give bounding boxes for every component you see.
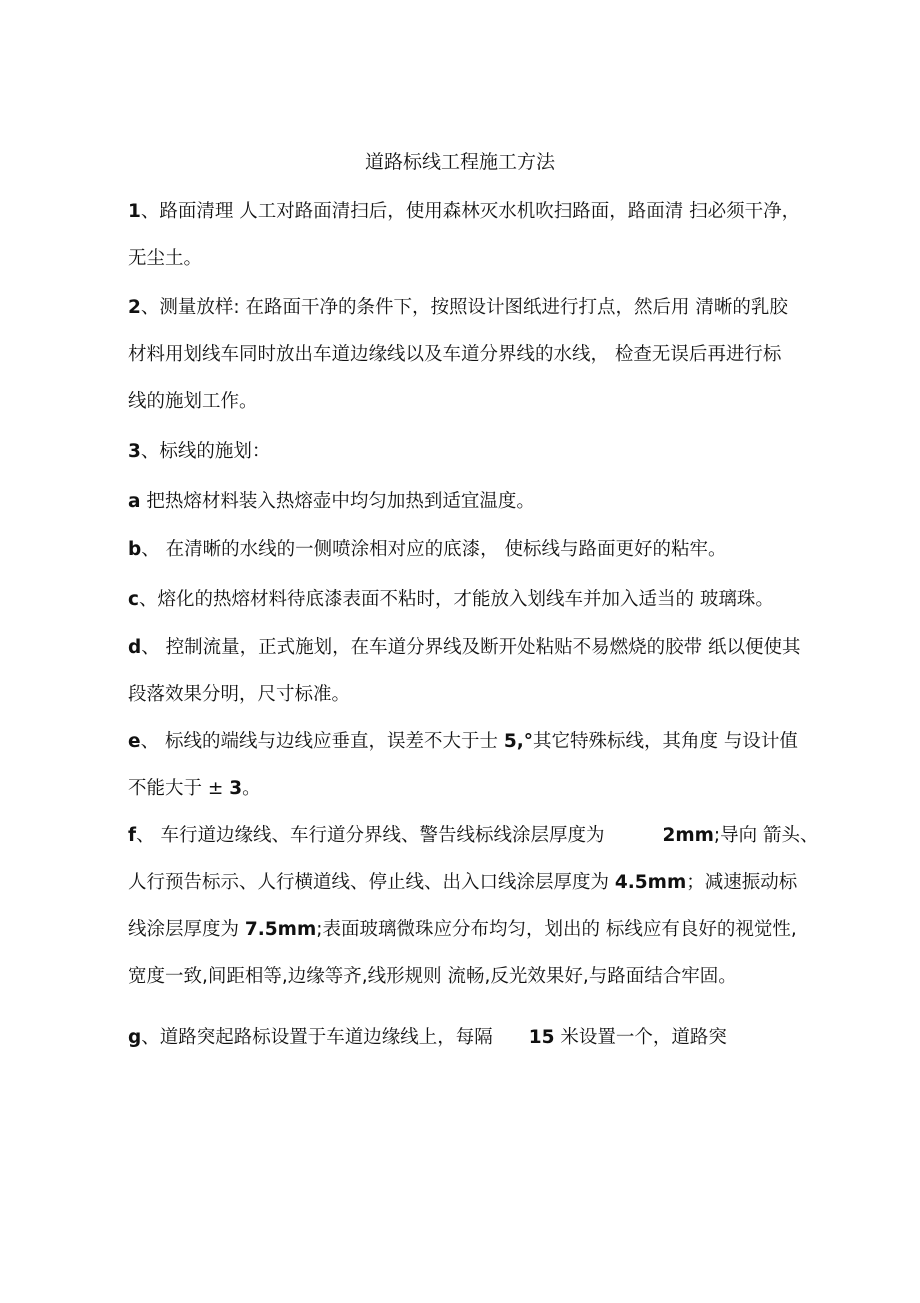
paragraph-3-text: 、标线的施划： [140,441,271,462]
item-d-line-2: 段落效果分明，尺寸标准。 [128,684,351,705]
document-title: 道路标线工程施工方法 [364,151,555,173]
item-d [128,624,818,718]
item-c-text: 、熔化的热熔材料待底漆表面不粘时，才能放入划线车并加入适当的 玻璃珠。 [138,589,774,610]
item-f-text-4: ；减速振动标 [686,872,798,893]
item-a [128,478,818,525]
item-e-text-3: 不能大于 ± [128,778,230,799]
item-d-text: 、 控制流量，正式施划，在车道分界线及断开处粘贴不易燃烧的胶带 纸以便使其 [141,637,801,658]
item-a-letter: a [128,491,141,512]
item-e [128,718,818,812]
item-b-line-1 [128,526,818,573]
item-e-value-1: 5,° [503,731,533,752]
paragraph-1-number: 1 [128,201,141,222]
item-e-value-2: 3 [229,778,243,799]
item-c-letter: c [128,589,139,610]
item-f-value-3: 7.5mm [244,919,317,940]
item-g [128,1014,818,1061]
item-f-value-1: 2mm [662,825,714,846]
item-f-line-3 [128,906,818,953]
paragraph-3-line-1 [128,428,818,475]
item-d-line-1 [128,624,818,671]
item-f [128,812,818,1000]
item-f-text-1: 、 车行道边缘线、车行道分界线、警告线标线涂层厚度为 [136,825,605,846]
item-a-text: 把热熔材料装入热熔壶中均匀加热到适宜温度。 [140,491,535,512]
item-g-value-1: 15 [528,1027,555,1048]
paragraph-2-line-3: 线的施划工作。 [128,391,258,412]
item-f-letter: f [128,825,137,846]
item-g-line-1 [128,1014,818,1061]
item-f-text-6: ;表面玻璃微珠应分布均匀，划出的 标线应有良好的视觉性, [316,919,797,940]
item-g-text-1: 、道路突起路标设置于车道边缘线上，每隔 [141,1027,493,1048]
item-d-letter: d [128,637,142,658]
item-e-line-1 [128,718,818,765]
item-f-value-2: 4.5mm [614,872,687,893]
paragraph-1 [128,188,818,282]
paragraph-3-number: 3 [128,441,141,462]
item-f-text-2: ;导向 箭头、 [713,825,819,846]
paragraph-3 [128,428,818,475]
item-b-text: 、 在清晰的水线的一侧喷涂相对应的底漆， 使标线与路面更好的粘牢。 [141,539,727,560]
paragraph-1-line-2: 无尘土。 [128,248,203,269]
item-f-text-5: 线涂层厚度为 [128,919,245,940]
item-c [128,576,818,623]
paragraph-1-text: 、路面清理 人工对路面清扫后，使用森林灭水机吹扫路面，路面清 扫必须干净， [140,201,801,222]
item-e-text-1: 、 标线的端线与边线应垂直，误差不大于士 [140,731,504,752]
item-b [128,526,818,573]
paragraph-2-line-2: 材料用划线车同时放出车道边缘线以及车道分界线的水线， 检查无误后再进行标 [128,344,782,365]
paragraph-2-line-1 [128,284,818,331]
item-g-letter: g [128,1027,142,1048]
item-f-line-1 [128,812,818,859]
item-e-text-2: 其它特殊标线，其角度 与设计值 [532,731,798,752]
item-b-letter: b [128,539,142,560]
paragraph-2-number: 2 [128,297,141,318]
paragraph-1-line-1 [128,188,818,235]
item-e-letter: e [128,731,141,752]
item-f-line-4: 宽度一致,间距相等,边缘等齐,线形规则 流畅,反光效果好,与路面结合牢固。 [128,966,737,987]
item-f-line-2 [128,859,818,906]
item-f-text-3: 人行预告标示、人行横道线、停止线、出入口线涂层厚度为 [128,872,615,893]
item-c-line-1 [128,576,818,623]
paragraph-2 [128,284,818,425]
item-e-text-4: 。 [242,778,261,799]
item-g-text-2: 米设置一个，道路突 [554,1027,727,1048]
paragraph-2-text: 、测量放样: 在路面干净的条件下，按照设计图纸进行打点，然后用 清晰的乳胶 [140,297,788,318]
item-e-line-2 [128,765,818,812]
item-a-line-1 [128,478,818,525]
